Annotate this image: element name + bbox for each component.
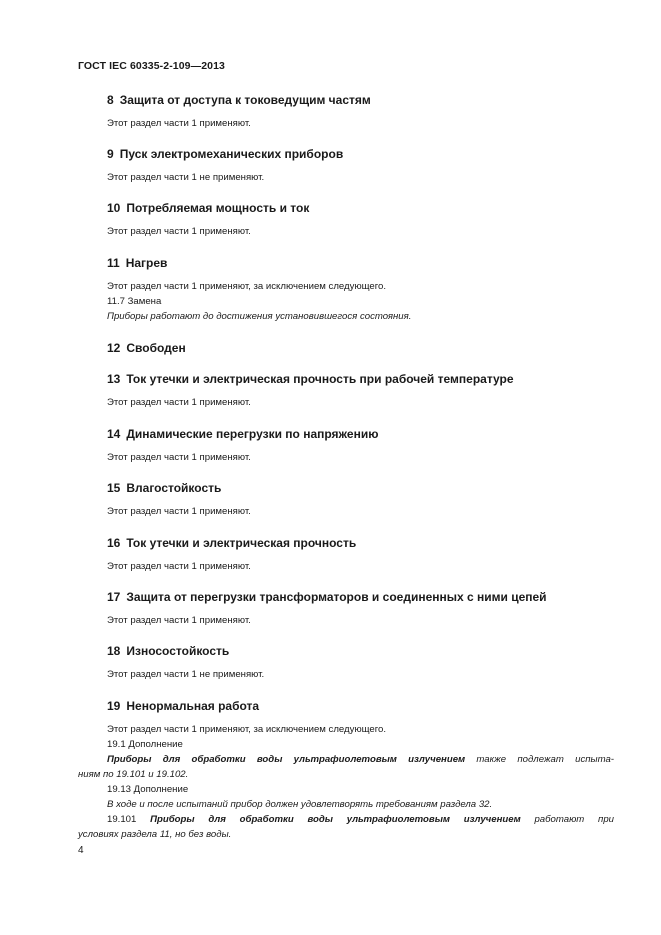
section-12-title: 12 Свободен <box>107 341 186 355</box>
section-15-text: Этот раздел части 1 применяют. <box>107 506 251 517</box>
section-8-title: 8 Защита от доступа к токоведущим частям <box>107 93 371 107</box>
section-18-title: 18 Износостойкость <box>107 644 230 658</box>
section-19-1-label: 19.1 Дополнение <box>107 739 183 750</box>
section-19-1-text: Приборы для обработки воды ультрафиолетовым излучением также подлежат испыта- <box>107 754 615 765</box>
section-10-title: 10 Потребляемая мощность и ток <box>107 201 310 215</box>
section-19-13-text: В ходе и после испытаний прибор должен удовлетворять требованиям раздела 32. <box>107 799 493 810</box>
document-header: ГОСТ IEC 60335-2-109—2013 <box>78 60 225 72</box>
section-11-7-label: 11.7 Замена <box>107 296 162 307</box>
section-13-title: 13 Ток утечки и электрическая прочность при рабочей температуре <box>107 372 514 386</box>
section-8-text: Этот раздел части 1 применяют. <box>107 118 251 129</box>
page-number: 4 <box>78 845 84 856</box>
section-16-title: 16 Ток утечки и электрическая прочность <box>107 536 357 550</box>
section-16-text: Этот раздел части 1 применяют. <box>107 561 251 572</box>
section-11-title: 11 Нагрев <box>107 256 168 270</box>
section-17-text: Этот раздел части 1 применяют. <box>107 615 251 626</box>
section-13-text: Этот раздел части 1 применяют. <box>107 397 251 408</box>
section-9-title: 9 Пуск электромеханических приборов <box>107 147 344 161</box>
section-19-13-label: 19.13 Дополнение <box>107 784 189 795</box>
section-14-text: Этот раздел части 1 применяют. <box>107 452 251 463</box>
section-14-title: 14 Динамические перегрузки по напряжению <box>107 427 379 441</box>
section-19-title: 19 Ненормальная работа <box>107 699 260 713</box>
section-11-text: Этот раздел части 1 применяют, за исключением следующего. <box>107 281 387 292</box>
section-19-101-text: 19.101 Приборы для обработки воды ультрафиолетовым излучением работают при <box>107 814 614 825</box>
section-17-title: 17 Защита от перегрузки трансформаторов и соединенных с ними цепей <box>107 590 547 604</box>
section-15-title: 15 Влагостойкость <box>107 481 222 495</box>
section-18-text: Этот раздел части 1 не применяют. <box>107 669 265 680</box>
section-19-text: Этот раздел части 1 применяют, за исключением следующего. <box>107 724 387 735</box>
section-10-text: Этот раздел части 1 применяют. <box>107 226 251 237</box>
section-19-1-text-cont: ниям по 19.101 и 19.102. <box>78 769 189 780</box>
section-19-101-text-cont: условиях раздела 11, но без воды. <box>78 829 232 840</box>
section-9-text: Этот раздел части 1 не применяют. <box>107 172 265 183</box>
section-11-7-text: Приборы работают до достижения установившегося состояния. <box>107 311 412 322</box>
